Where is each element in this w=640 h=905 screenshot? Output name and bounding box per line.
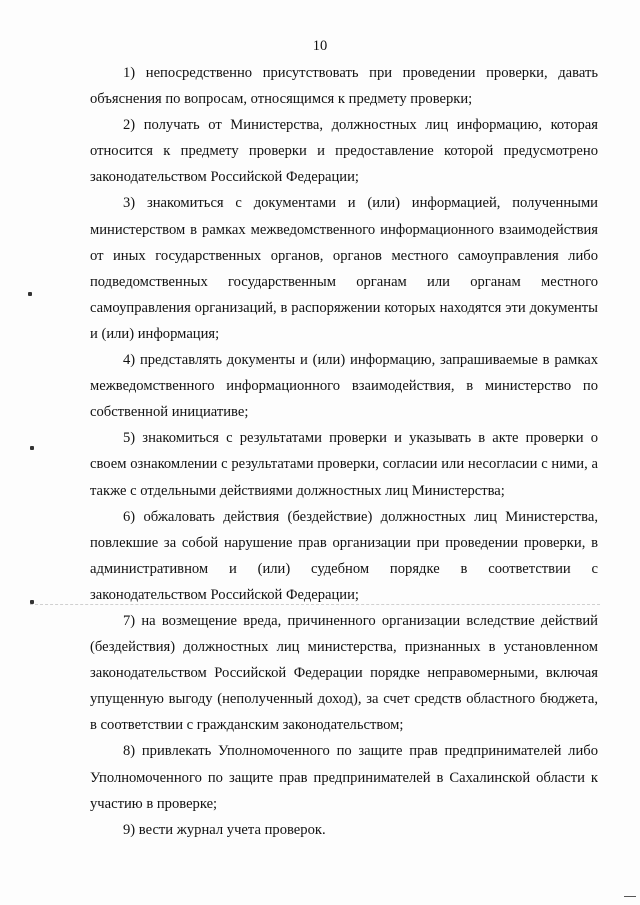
binding-hole-mark	[28, 292, 32, 296]
list-item: 2) получать от Министерства, должностных лиц информацию, которая относится к предмету проверки и предоставление которой предусмотрено законодательством Российской Федерации;	[90, 117, 598, 186]
list-item: 8) привлекать Уполномоченного по защите прав предпринимателей либо Уполномоченного по защите прав предпринимателей в Сахалинской области к участию в проверке;	[90, 743, 598, 812]
binding-hole-mark	[30, 446, 34, 450]
scan-edge-mark	[624, 896, 636, 897]
list-item: 6) обжаловать действия (бездействие) должностных лиц Министерства, повлекшие за собой нарушение прав организации при проведении проверки, в административном и (или) судебном порядке в соответствии с законодательством Российской Федерации;	[90, 508, 598, 603]
page-number: 10	[312, 38, 328, 54]
list-item: 7) на возмещение вреда, причиненного организации вследствие действий (бездействия) должностных лиц министерства, признанных в установленном законодательством Российской Федерации порядке неправомерными, включая упущенную выгоду (неполученный доход), за счет средств областного бюджета, в соответствии с гражданским законодательством;	[90, 612, 598, 734]
list-item: 1) непосредственно присутствовать при проведении проверки, давать объяснения по вопросам, относящимся к предмету проверки;	[90, 65, 598, 108]
list-item: 4) представлять документы и (или) информацию, запрашиваемые в рамках межведомственного информационного взаимодействия, в министерство по собственной инициативе;	[90, 352, 598, 421]
document-body	[90, 60, 598, 843]
scan-fold-line	[30, 604, 600, 605]
list-item: 9) вести журнал учета проверок.	[123, 821, 326, 838]
list-item: 3) знакомиться с документами и (или) информацией, полученными министерством в рамках межведомственного информационного взаимодействия от иных государственных органов, органов местного самоуправления либо подведомственных государственным органам или органам местного самоуправления организаций, в распоряжении которых находятся эти документы и (или) информация;	[90, 195, 598, 342]
list-item: 5) знакомиться с результатами проверки и указывать в акте проверки о своем ознакомлении с результатами проверки, согласии или несогласии с ними, а также с отдельными действиями должностных лиц Министерства;	[90, 430, 598, 499]
